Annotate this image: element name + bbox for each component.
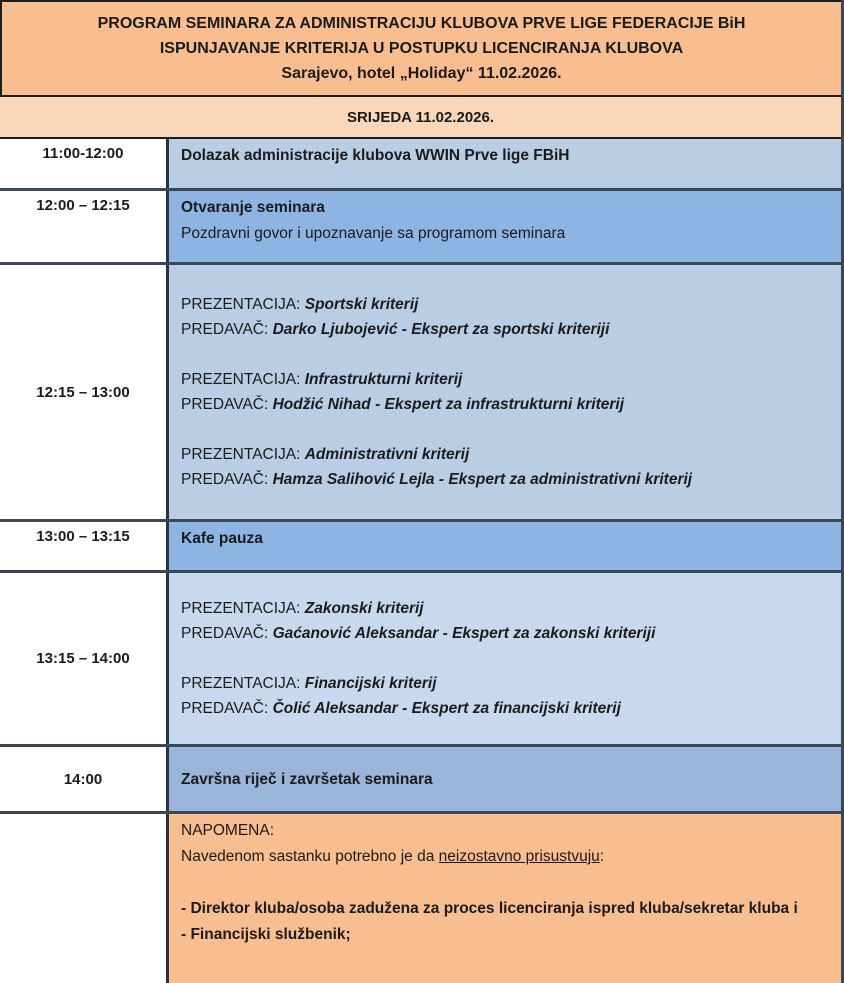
time-cell: 11:00-12:00 bbox=[0, 139, 166, 188]
text-segment: PREDAVAČ: bbox=[181, 700, 273, 717]
title-line-1: PROGRAM SEMINARA ZA ADMINISTRACIJU KLUBOVA PRVE LIGE FEDERACIJE BiH bbox=[97, 15, 746, 32]
text-segment: Zakonski kriterij bbox=[304, 600, 424, 617]
content-cell bbox=[166, 814, 841, 983]
time-cell: 14:00 bbox=[0, 747, 166, 811]
schedule-row bbox=[0, 191, 841, 265]
content-cell bbox=[166, 139, 841, 188]
text-segment: PREDAVAČ: bbox=[181, 471, 273, 488]
text-segment: PREZENTACIJA: bbox=[181, 371, 305, 388]
text-segment: Gaćanović Aleksandar - Ekspert za zakonski kriteriji bbox=[272, 625, 656, 642]
content-cell bbox=[166, 747, 841, 811]
text-line bbox=[181, 195, 825, 221]
text-segment: PREZENTACIJA: bbox=[181, 296, 305, 313]
text-segment: : bbox=[599, 848, 605, 865]
text-segment: Otvaranje seminara bbox=[181, 199, 325, 216]
text-segment: PREDAVAČ: bbox=[181, 321, 273, 338]
text-segment: Hodžić Nihad - Ekspert za infrastrukturni kriterij bbox=[272, 396, 625, 413]
schedule-row bbox=[0, 747, 841, 814]
text-line bbox=[181, 922, 825, 948]
text-line bbox=[181, 646, 825, 671]
text-segment: Administrativni kriterij bbox=[304, 446, 470, 463]
text-line bbox=[181, 221, 825, 247]
text-line bbox=[181, 896, 825, 922]
text-segment: Darko Ljubojević - Ekspert za sportski kriteriji bbox=[272, 321, 610, 338]
text-segment: NAPOMENA: bbox=[181, 822, 275, 839]
text-line bbox=[181, 818, 825, 844]
text-line bbox=[181, 596, 825, 621]
text-line bbox=[181, 292, 825, 317]
schedule-table-body bbox=[0, 139, 841, 983]
text-segment: Pozdravni govor i upoznavanje sa programom seminara bbox=[181, 225, 566, 242]
text-segment: Hamza Salihović Lejla - Ekspert za administrativni kriterij bbox=[272, 471, 693, 488]
content-cell bbox=[166, 522, 841, 570]
text-segment: neizostavno prisustvuju bbox=[438, 848, 600, 865]
text-segment: PREDAVAČ: bbox=[181, 396, 273, 413]
time-cell: 12:00 – 12:15 bbox=[0, 191, 166, 262]
text-line bbox=[181, 621, 825, 646]
text-segment: Kafe pauza bbox=[181, 530, 263, 547]
schedule-row bbox=[0, 573, 841, 747]
text-line bbox=[181, 671, 825, 696]
time-cell: 13:15 – 14:00 bbox=[0, 573, 166, 744]
day-header-label: SRIJEDA 11.02.2026. bbox=[346, 108, 495, 126]
schedule-row bbox=[0, 265, 841, 522]
text-segment: PREZENTACIJA: bbox=[181, 600, 305, 617]
text-line bbox=[181, 526, 825, 551]
title-line-2: ISPUNJAVANJE KRITERIJA U POSTUPKU LICENCIRANJA KLUBOVA bbox=[159, 40, 684, 57]
text-segment: - Direktor kluba/osoba zadužena za proces licenciranja ispred kluba/sekretar kluba i bbox=[181, 900, 798, 917]
text-segment: PREZENTACIJA: bbox=[181, 675, 305, 692]
title-line-3: Sarajevo, hotel „Holiday“ 11.02.2026. bbox=[281, 65, 562, 82]
day-header-row bbox=[0, 97, 841, 139]
text-line bbox=[181, 317, 825, 342]
text-segment: PREZENTACIJA: bbox=[181, 446, 305, 463]
text-line bbox=[181, 442, 825, 467]
time-cell bbox=[0, 814, 166, 983]
text-line bbox=[181, 392, 825, 417]
document-title-block bbox=[0, 0, 841, 97]
time-cell: 13:00 – 13:15 bbox=[0, 522, 166, 570]
schedule-row bbox=[0, 139, 841, 191]
text-segment: Navedenom sastanku potrebno je da bbox=[181, 848, 439, 865]
text-segment: PREDAVAČ: bbox=[181, 625, 273, 642]
text-line bbox=[181, 367, 825, 392]
content-cell bbox=[166, 573, 841, 744]
text-line bbox=[181, 342, 825, 367]
text-segment: Infrastrukturni kriterij bbox=[304, 371, 463, 388]
schedule-row bbox=[0, 814, 841, 983]
text-line bbox=[181, 844, 825, 870]
text-line bbox=[181, 696, 825, 721]
text-line bbox=[181, 767, 825, 792]
content-cell bbox=[166, 191, 841, 262]
time-cell: 12:15 – 13:00 bbox=[0, 265, 166, 519]
text-line bbox=[181, 870, 825, 896]
text-segment: Dolazak administracije klubova WWIN Prve lige FBiH bbox=[181, 147, 570, 164]
text-line bbox=[181, 467, 825, 492]
text-line bbox=[181, 143, 825, 168]
content-cell bbox=[166, 265, 841, 519]
text-line bbox=[181, 417, 825, 442]
schedule-row bbox=[0, 522, 841, 573]
text-segment: Sportski kriterij bbox=[304, 296, 419, 313]
text-segment: Završna riječ i završetak seminara bbox=[181, 770, 433, 788]
text-segment: Financijski kriterij bbox=[304, 675, 437, 692]
text-segment: Čolić Aleksandar - Ekspert za financijski kriterij bbox=[272, 700, 621, 717]
text-segment: - Financijski službenik; bbox=[181, 926, 351, 943]
